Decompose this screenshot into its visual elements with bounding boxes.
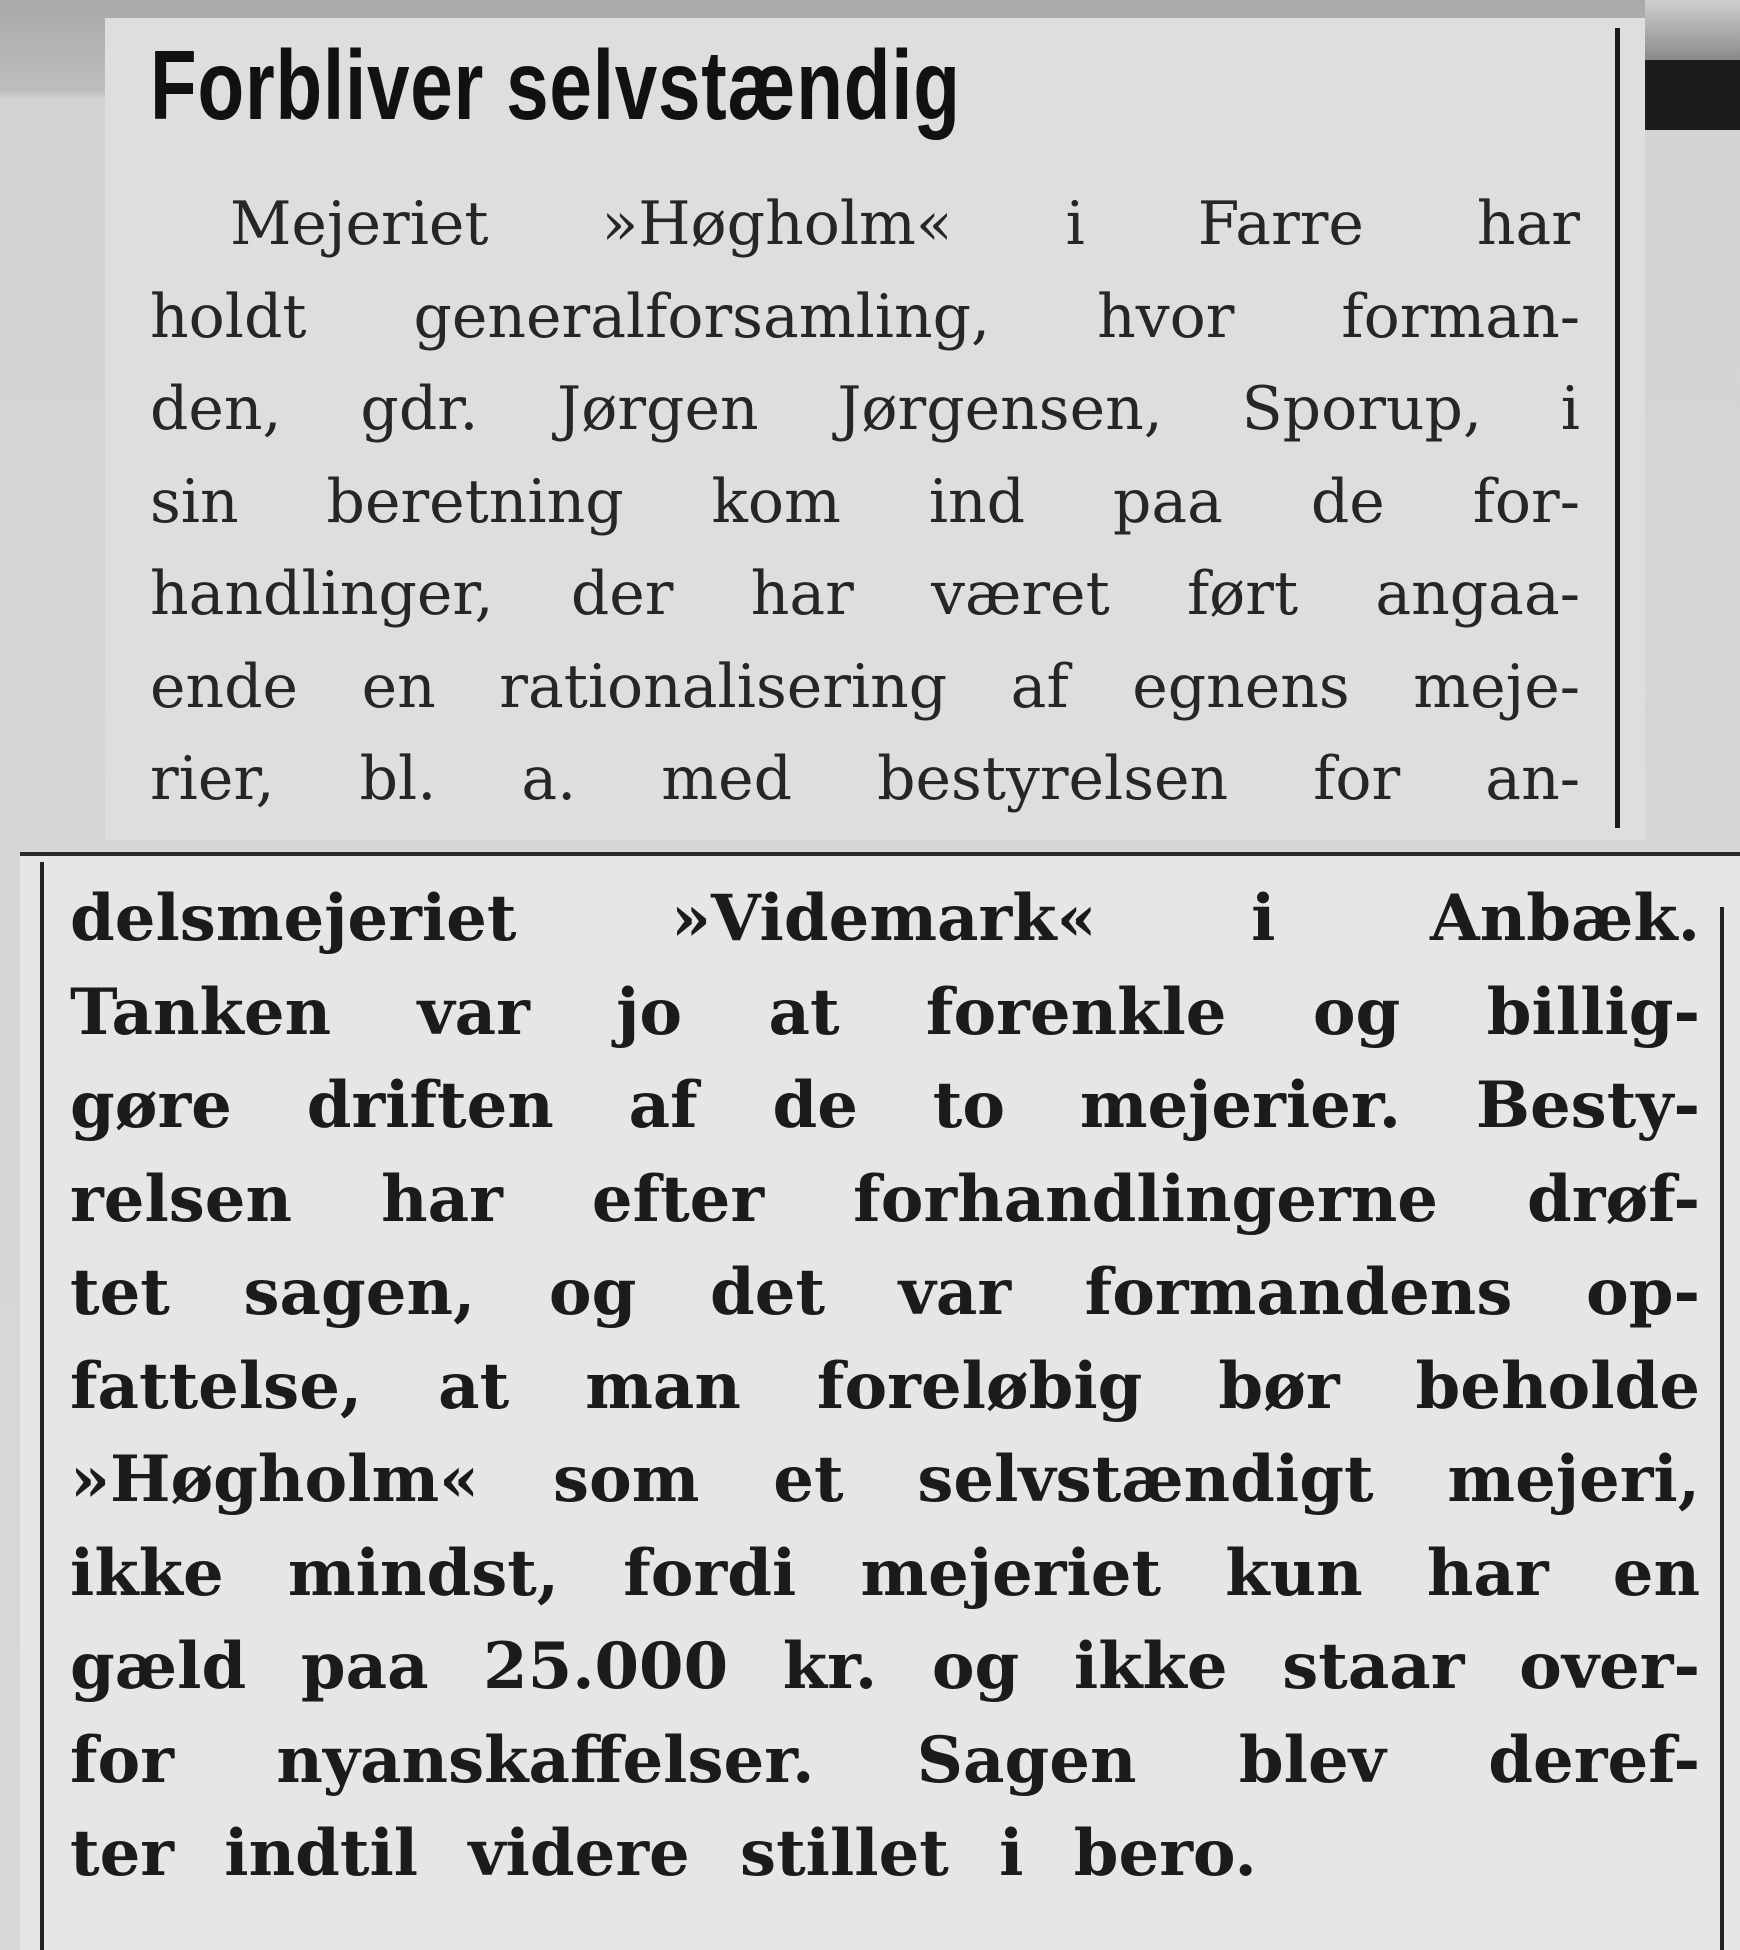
text-line: gæld paa 25.000 kr. og ikke staar over-: [70, 1629, 1700, 1704]
text-line: sin beretning kom ind paa de for-: [150, 466, 1580, 537]
clipping-bottom: [20, 852, 1740, 1950]
headline: Forbliver selvstændig: [150, 30, 961, 140]
text-line: delsmejeriet »Videmark« i Anbæk.: [70, 881, 1700, 956]
article-text-top: [150, 178, 1580, 826]
text-line: ende en rationalisering af egnens meje-: [150, 651, 1580, 722]
text-line: Tanken var jo at forenkle og billig-: [70, 974, 1700, 1050]
text-line: Mejeriet »Høgholm« i Farre har: [230, 189, 1580, 259]
article-text-bottom: [70, 872, 1700, 1901]
column-rule: [1615, 28, 1620, 828]
text-line: rier, bl. a. med bestyrelsen for an-: [150, 744, 1580, 814]
text-line: for nyanskaffelser. Sagen blev deref-: [70, 1722, 1700, 1798]
text-line: holdt generalforsamling, hvor forman-: [150, 281, 1580, 352]
text-line: fattelse, at man foreløbig bør beholde: [70, 1348, 1700, 1424]
column-rule: [1720, 907, 1724, 1950]
text-line: ter indtil videre stillet i bero.: [70, 1816, 1257, 1891]
scan-edge: [1645, 0, 1740, 60]
text-line: handlinger, der har været ført angaa-: [150, 559, 1580, 629]
text-line: gøre driften af de to mejerier. Besty-: [70, 1068, 1700, 1143]
column-rule: [40, 862, 44, 1950]
clipping-top: [105, 18, 1645, 840]
column-rule: [20, 852, 1740, 856]
text-line: »Høgholm« som et selvstændigt mejeri,: [70, 1442, 1700, 1517]
text-line: relsen har efter forhandlingerne drøf-: [70, 1161, 1700, 1237]
text-line: tet sagen, og det var formandens op-: [70, 1255, 1700, 1330]
text-line: den, gdr. Jørgen Jørgensen, Sporup, i: [150, 374, 1580, 444]
text-line: ikke mindst, fordi mejeriet kun har en: [70, 1535, 1700, 1611]
